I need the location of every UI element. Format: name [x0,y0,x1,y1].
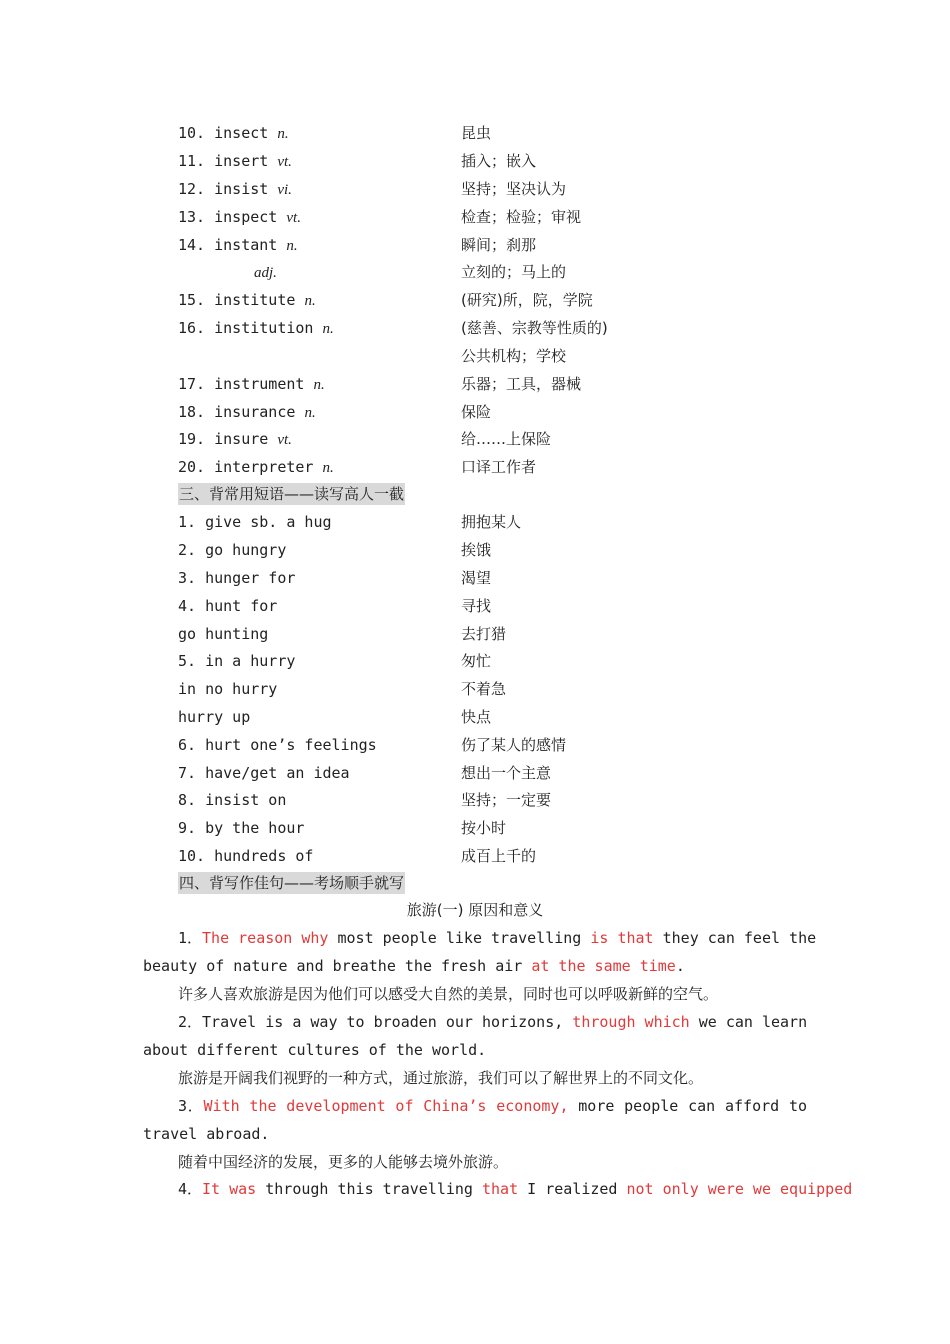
sentence-2 [143,1008,807,1064]
vocab-row: 14. instant n. 瞬间；刹那 [178,236,537,254]
phrase-row: 7. have/get an idea 想出一个主意 [178,764,552,782]
vocab-row: 19. insure vt. 给……上保险 [178,430,552,448]
vocab-row: 18. insurance n. 保险 [178,403,492,421]
phrase-row: 5. in a hurry 匆忙 [178,652,492,670]
sentence-4-line-1: 4．It was through this travelling that I realized not only were we equipped [178,1180,853,1198]
sentence-3 [143,1092,807,1148]
phrase-row: go hunting 去打猎 [178,625,507,643]
vocab-row: 20. interpreter n. 口译工作者 [178,458,537,476]
vocab-row: 公共机构；学校 [461,347,567,365]
sentence-3-line-1: 3．With the development of China’s economy, more people can afford to [178,1097,808,1115]
vocab-row: 16. institution n. (慈善、宗教等性质的) [178,319,608,337]
sentence-1-translation: 许多人喜欢旅游是因为他们可以感受大自然的美景，同时也可以呼吸新鲜的空气。 [178,985,719,1003]
phrase-row: 8. insist on 坚持；一定要 [178,791,552,809]
section-heading-phrases: 三、背常用短语——读写高人一截 [179,485,405,503]
phrase-row: 4. hunt for 寻找 [178,597,492,615]
phrase-row: in no hurry 不着急 [178,680,507,698]
vocab-row: 11. insert vt. 插入；嵌入 [178,152,537,170]
sentence-1-line-2: beauty of nature and breathe the fresh air at the same time. [143,957,685,975]
phrase-row: 10. hundreds of 成百上千的 [178,847,537,865]
phrase-row: 6. hurt one’s feelings 伤了某人的感情 [178,736,567,754]
vocab-row: 12. insist vi. 坚持；坚决认为 [178,180,567,198]
sentence-3-line-2: travel abroad. [143,1125,270,1143]
sentence-3-translation: 随着中国经济的发展，更多的人能够去境外旅游。 [178,1153,509,1171]
phrase-row: 9. by the hour 按小时 [178,819,507,837]
sentence-2-line-2: about different cultures of the world. [143,1041,487,1059]
phrase-row: hurry up 快点 [178,708,492,726]
vocab-row: 15. institute n. (研究)所，院，学院 [178,291,593,309]
phrase-row: 2. go hungry 挨饿 [178,541,492,559]
sentence-1-line-1: 1．The reason why most people like travelling is that they can feel the [178,929,817,947]
vocab-row: 17. instrument n. 乐器；工具，器械 [178,375,582,393]
topic-subtitle: 旅游(一) 原因和意义 [406,901,544,919]
vocab-row: 13. inspect vt. 检查；检验；审视 [178,208,582,226]
phrase-row: 1. give sb. a hug 拥抱某人 [178,513,522,531]
section-heading-sentences: 四、背写作佳句——考场顺手就写 [179,874,405,892]
vocab-row: adj. 立刻的；马上的 [254,263,567,281]
sentence-1 [143,924,817,980]
vocab-row: 10. insect n. 昆虫 [178,124,492,142]
sentence-2-line-1: 2．Travel is a way to broaden our horizons, through which we can learn [178,1013,808,1031]
phrase-row: 3. hunger for 渴望 [178,569,492,587]
sentence-2-translation: 旅游是开阔我们视野的一种方式，通过旅游，我们可以了解世界上的不同文化。 [178,1069,704,1087]
sentence-4 [143,1175,853,1203]
